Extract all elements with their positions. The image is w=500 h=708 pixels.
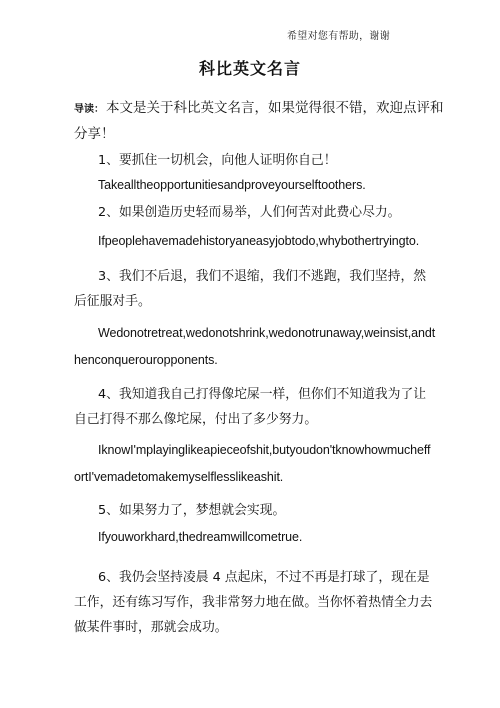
quote-1-en: Takealltheopportunitiesandproveyourselftoothers. xyxy=(98,178,366,192)
intro-label: 导读： xyxy=(74,104,104,115)
header-note: 希望对您有帮助，谢谢 xyxy=(287,31,390,42)
quote-4-en: IknowI'mplayinglikeapieceofshit,butyoudon'tknowhowmucheffortI'vemadetomakemyselflesslikeashit. xyxy=(74,443,431,484)
quote-3-cn: 3、我们不后退，我们不退缩，我们不逃跑，我们坚持，然后征服对手。 xyxy=(74,269,427,309)
quote-2-en: Ifpeoplehavemadehistoryaneasyjobtodo,whybothertryingto. xyxy=(98,234,420,248)
quote-1-cn: 1、要抓住一切机会，向他人证明你自己！ xyxy=(98,153,337,168)
quote-2-cn: 2、如果创造历史轻而易举，人们何苦对此费心尽力。 xyxy=(98,205,401,220)
page-title: 科比英文名言 xyxy=(198,59,301,78)
intro-text: 本文是关于科比英文名言，如果觉得很不错，欢迎点评和分享！ xyxy=(74,100,444,142)
quote-6-cn: 6、我仍会坚持凌晨 4 点起床，不过不再是打球了，现在是工作，还有练习写作，我非常努力地在做。当你怀着热情全力去做某件事时，那就会成功。 xyxy=(74,570,433,635)
quote-5-cn: 5、如果努力了，梦想就会实现。 xyxy=(98,503,286,518)
intro-paragraph xyxy=(74,96,444,147)
quote-3-en: Wedonotretreat,wedonotshrink,wedonotrunaway,weinsist,andthenconquerouropponents. xyxy=(74,326,436,367)
quote-4-cn: 4、我知道我自己打得像坨屎一样，但你们不知道我为了让自己打得不那么像坨屎，付出了多少努力。 xyxy=(74,387,427,427)
quote-5-en: Ifyouworkhard,thedreamwillcometrue. xyxy=(98,530,303,544)
